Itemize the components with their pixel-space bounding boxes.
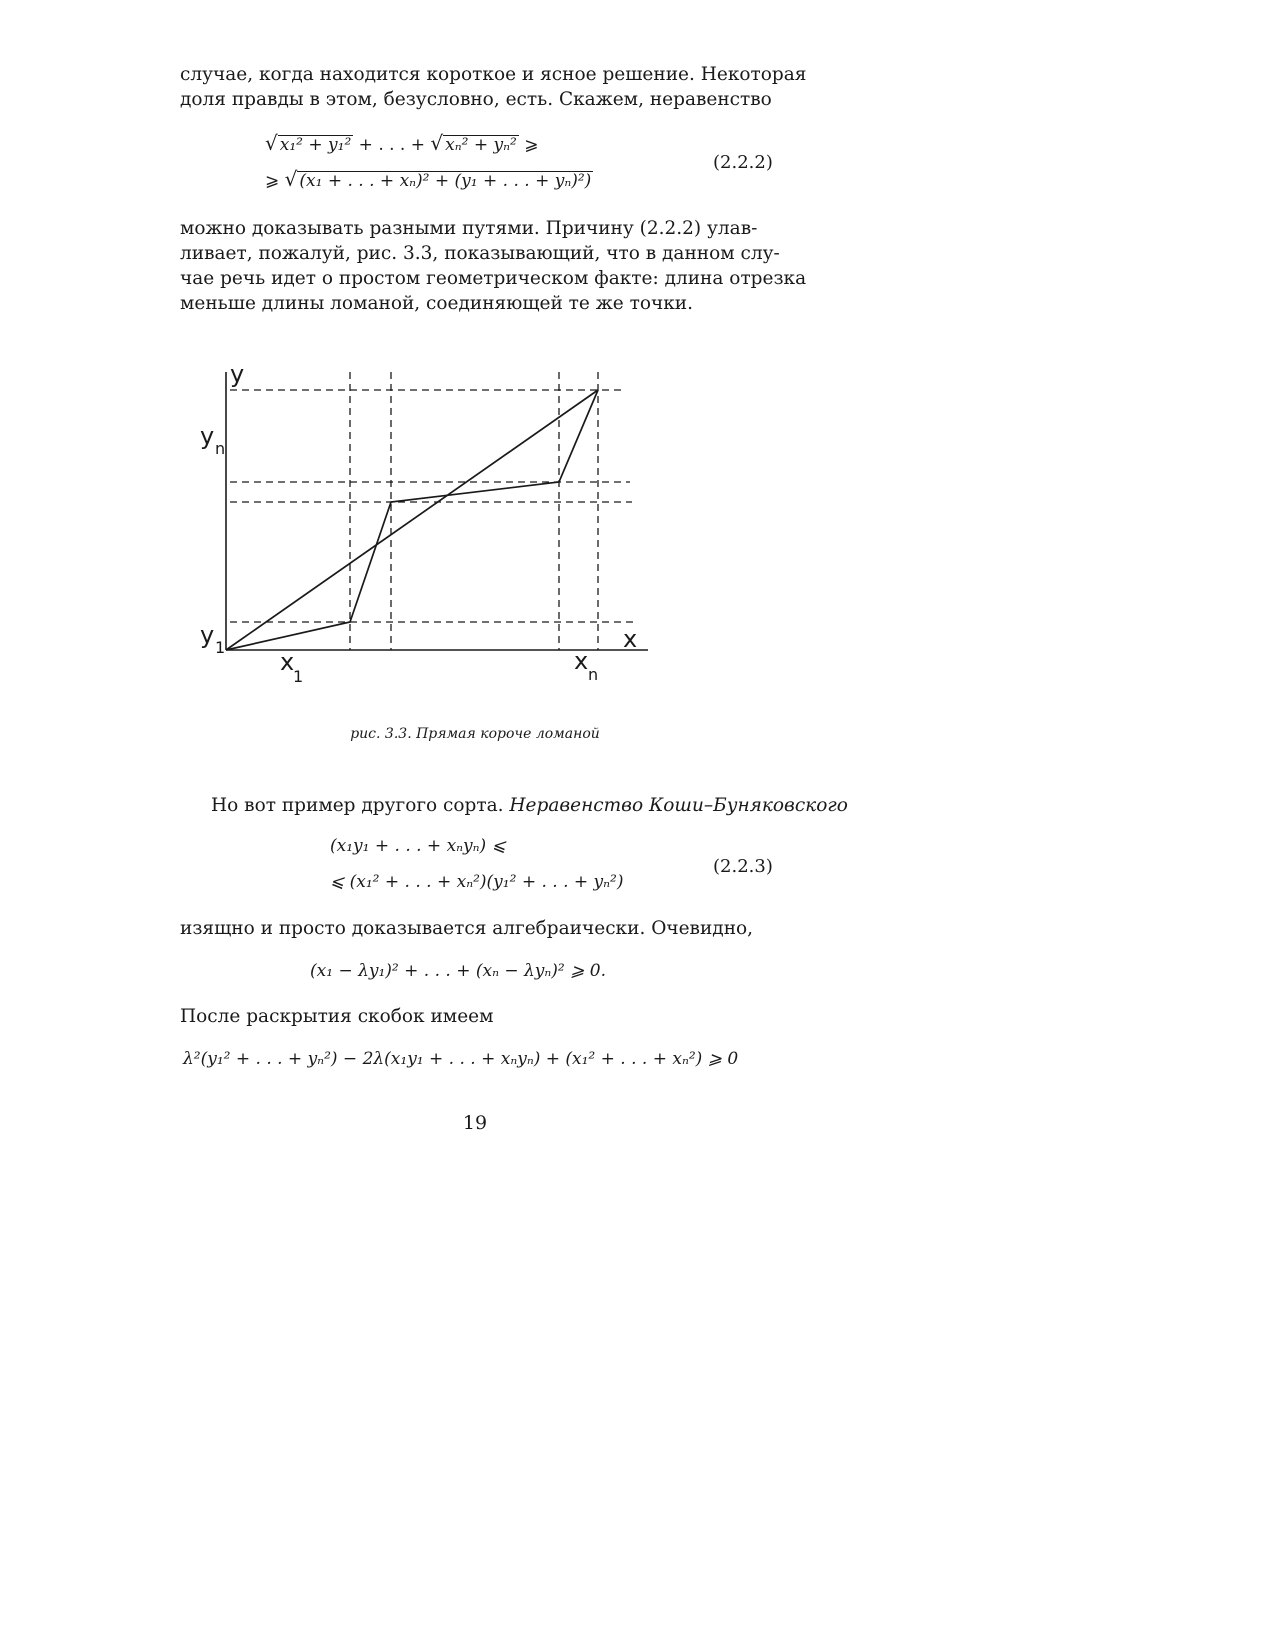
equation-squared-sum: (x₁ − λy₁)² + . . . + (xₙ − λyₙ)² ⩾ 0. <box>310 961 606 981</box>
paragraph-3-line <box>211 793 848 818</box>
figure-caption: рис. 3.3. Прямая короче ломаной <box>350 726 600 742</box>
radical-sign-icon: √ <box>430 131 444 155</box>
radical-sign-icon: √ <box>265 131 278 155</box>
equation-number-2-2-3: (2.2.3) <box>713 856 773 877</box>
paragraph-2-line-3: чае речь идет о простом геометрическом факте: длина отрезка <box>180 268 807 289</box>
equation-expanded: λ²(y₁² + . . . + yₙ²) − 2λ(x₁y₁ + . . . + xₙyₙ) + (x₁² + . . . + xₙ²) ⩾ 0 <box>183 1049 739 1069</box>
straight-segment <box>226 390 598 650</box>
figure-3-3 <box>0 0 1275 700</box>
sqrt-term-last: xₙ² + yₙ² <box>445 135 517 155</box>
sqrt-term-first: x₁² + y₁² <box>279 135 352 155</box>
cauchy-bunyakovsky-term: Неравенство Коши–Буняковского <box>509 795 848 816</box>
sqrt-sum-term: (x₁ + . . . + xₙ)² + (y₁ + . . . + yₙ)²) <box>299 171 592 191</box>
label-yn: y <box>200 422 215 450</box>
geq-sign: ⩾ <box>265 171 280 191</box>
label-xn: x <box>574 647 589 675</box>
paragraph-5-line: После раскрытия скобок имеем <box>180 1006 494 1027</box>
label-y1: y <box>200 621 215 649</box>
plus-dots: + . . . + <box>358 135 425 155</box>
label-x1-sub: 1 <box>293 667 304 686</box>
label-yn-sub: n <box>215 439 226 458</box>
axis-label-y: y <box>230 360 245 388</box>
radical-sign-icon: √ <box>284 167 298 191</box>
paragraph-2-line-2: ливает, пожалуй, рис. 3.3, показывающий, что в данном слу- <box>180 243 780 264</box>
axis-label-x: x <box>623 625 638 653</box>
geq-sign: ⩾ <box>524 135 539 155</box>
equation-2-2-3-line-1: (x₁y₁ + . . . + xₙyₙ) ⩽ <box>330 836 506 856</box>
intro-line-1: случае, когда находится короткое и ясное решение. Некоторая <box>180 64 807 85</box>
paragraph-2-line-1: можно доказывать разными путями. Причину (2.2.2) улав- <box>180 218 758 239</box>
paragraph-3-text: Но вот пример другого сорта. <box>211 795 504 816</box>
paragraph-5 <box>180 1004 772 1029</box>
paragraph-2-line-4: меньше длины ломаной, соединяющей те же точки. <box>180 293 693 314</box>
equation-2-2-3-line-2: ⩽ (x₁² + . . . + xₙ²)(y₁² + . . . + yₙ²) <box>330 872 624 892</box>
paragraph-4 <box>180 916 772 941</box>
equation-number-2-2-2: (2.2.2) <box>713 152 773 173</box>
label-xn-sub: n <box>588 665 599 684</box>
page-number: 19 <box>462 1112 488 1134</box>
paragraph-4-line: изящно и просто доказывается алгебраически. Очевидно, <box>180 918 754 939</box>
label-x1: x <box>280 648 295 676</box>
intro-line-2: доля правды в этом, безусловно, есть. Скажем, неравенство <box>180 89 772 110</box>
paragraph-3 <box>211 793 848 818</box>
label-y1-sub: 1 <box>215 638 226 657</box>
